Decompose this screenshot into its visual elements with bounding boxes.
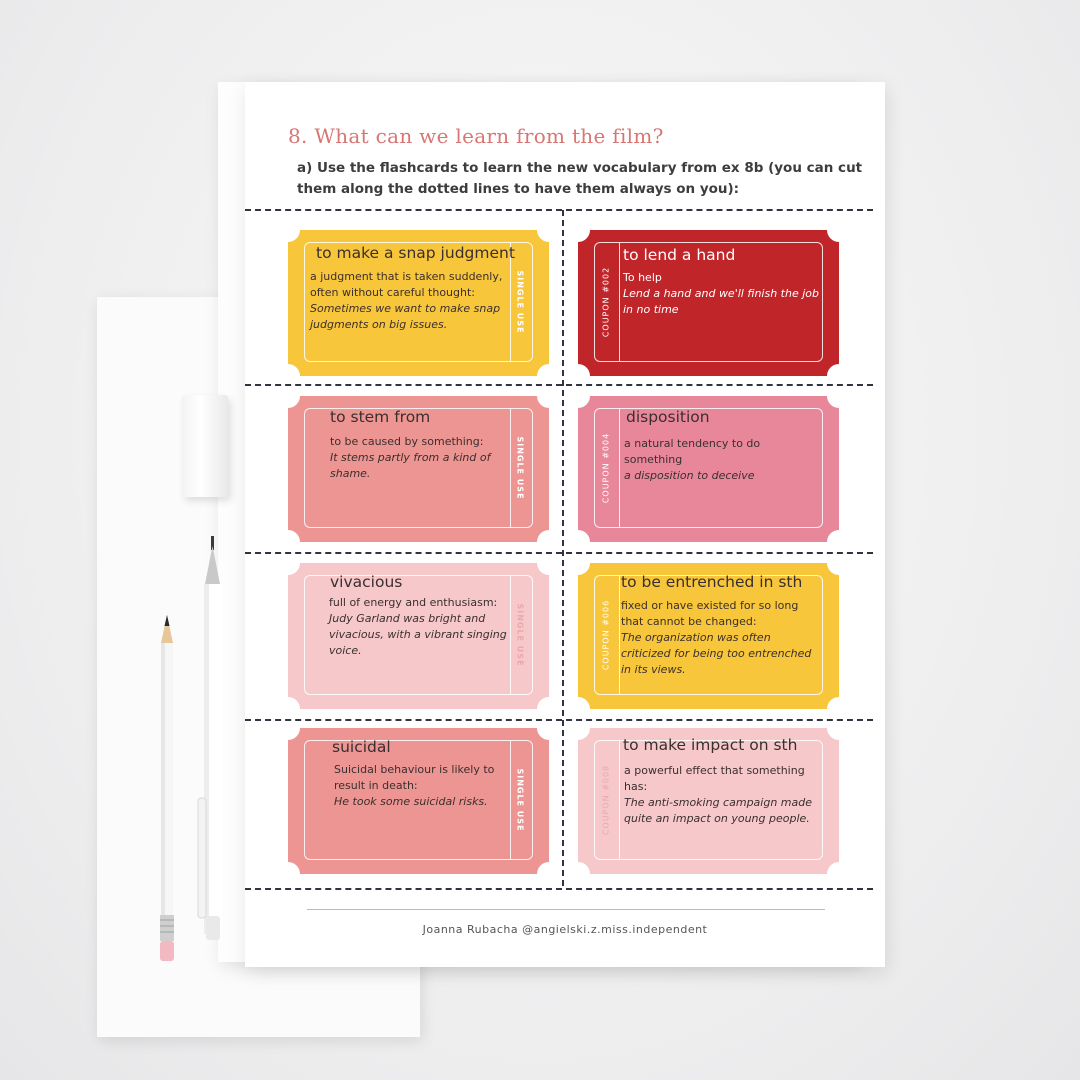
cut-line-horizontal xyxy=(245,384,873,386)
mechanical-pencil xyxy=(190,536,236,946)
cut-line-horizontal xyxy=(245,719,873,721)
flashcard-term: to make impact on sth xyxy=(623,736,798,754)
flashcard-definition: full of energy and enthusiasm: Judy Garland was bright and vivacious, with a vibrant singing voice. xyxy=(329,595,509,659)
exercise-title: 8. What can we learn from the film? xyxy=(288,124,664,148)
pencil xyxy=(154,615,180,967)
cut-line-horizontal xyxy=(245,552,873,554)
cut-line-horizontal xyxy=(245,888,873,890)
coupon-side-label: COUPON #004 xyxy=(601,432,611,504)
flashcard xyxy=(288,728,549,874)
coupon-side-label: COUPON #006 xyxy=(601,599,611,671)
flashcard xyxy=(578,728,839,874)
flashcard-example: The anti-smoking campaign made quite an impact on young people. xyxy=(624,796,812,825)
flashcard-term: suicidal xyxy=(332,738,391,756)
flashcard-example: a disposition to deceive xyxy=(624,469,755,482)
flashcard xyxy=(288,563,549,709)
coupon-side-label: SINGLE USE xyxy=(515,436,525,500)
flashcard-definition: fixed or have existed for so long that cannot be changed: The organization was often criticized for being too entrenched in its views. xyxy=(621,598,821,678)
worksheet-page xyxy=(245,82,885,967)
eraser xyxy=(182,395,228,497)
flashcard-definition: a judgment that is taken suddenly, often without careful thought: Sometimes we want to make snap judgments on big issues. xyxy=(310,269,506,333)
flashcard-term: to be entrenched in sth xyxy=(621,573,803,591)
coupon-side-label: SINGLE USE xyxy=(515,270,525,334)
flashcard-definition: To help Lend a hand and we'll finish the job in no time xyxy=(623,271,819,316)
footer-credit: Joanna Rubacha @angielski.z.miss.independent xyxy=(422,923,708,936)
cut-line-horizontal xyxy=(245,209,873,211)
footer-divider xyxy=(307,909,825,910)
flashcard-term: disposition xyxy=(626,408,710,426)
exercise-instruction: a) Use the flashcards to learn the new vocabulary from ex 8b (you can cut them along the dotted lines to have them always on you): xyxy=(297,160,863,197)
flashcard-definition: a natural tendency to do something a disposition to deceive xyxy=(624,436,794,484)
flashcard-example: Sometimes we want to make snap judgments on big issues. xyxy=(310,302,501,331)
flashcard-example: Judy Garland was bright and vivacious, with a vibrant singing voice. xyxy=(329,612,507,657)
coupon-side-label: COUPON #008 xyxy=(601,764,611,836)
flashcard-example: He took some suicidal risks. xyxy=(334,795,488,808)
cut-line-vertical xyxy=(562,210,564,886)
flashcard-example: Lend a hand and we'll finish the job in no time xyxy=(623,287,819,316)
flashcard-definition: a powerful effect that something has: The anti-smoking campaign made quite an impact on young people. xyxy=(624,764,812,825)
flashcard xyxy=(288,230,549,376)
coupon-side-label: SINGLE USE xyxy=(515,768,525,832)
flashcard-term: vivacious xyxy=(330,573,403,591)
flashcard-term: to lend a hand xyxy=(623,246,736,264)
flashcard-example: The organization was often criticized for being too entrenched in its views. xyxy=(621,631,812,676)
flashcard xyxy=(288,396,549,542)
flashcard xyxy=(578,230,839,376)
flashcard-definition: to be caused by something: It stems partly from a kind of shame. xyxy=(330,434,500,482)
coupon-side-label: SINGLE USE xyxy=(515,603,525,667)
flashcard-term: to stem from xyxy=(330,408,431,426)
flashcard-definition: Suicidal behaviour is likely to result in death: He took some suicidal risks. xyxy=(334,762,504,810)
flashcard xyxy=(578,563,839,709)
flashcard xyxy=(578,396,839,542)
flashcard-term: to make a snap judgment xyxy=(316,244,515,262)
coupon-side-label: COUPON #002 xyxy=(601,266,611,338)
flashcard-example: It stems partly from a kind of shame. xyxy=(330,451,491,480)
